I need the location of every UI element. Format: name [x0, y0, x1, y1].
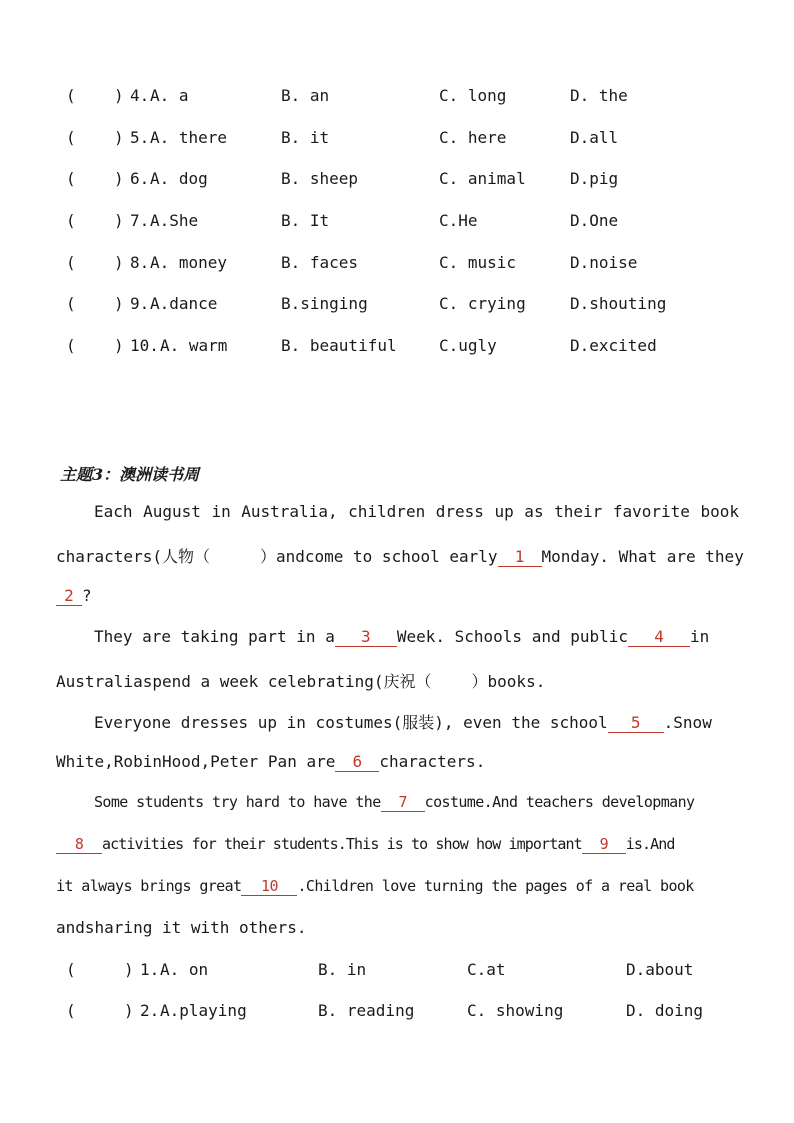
- answer-paren-close: ): [124, 1001, 134, 1020]
- blank-10[interactable]: 10: [241, 877, 297, 896]
- blank-6[interactable]: 6: [335, 752, 379, 772]
- option-d: D.about: [626, 960, 694, 979]
- option-d: D.excited: [570, 336, 657, 355]
- answer-paren-open[interactable]: (: [66, 128, 76, 147]
- answer-paren-close: ): [114, 211, 124, 230]
- option-c: C. here: [439, 128, 507, 147]
- option-a: A.dance: [150, 294, 218, 313]
- option-b: B. sheep: [281, 169, 359, 188]
- passage-line: [94, 627, 739, 647]
- passage-text: costume.And teachers developmany: [424, 793, 695, 811]
- passage-text: They are taking part in a: [94, 627, 335, 646]
- option-c: C.He: [439, 211, 478, 230]
- option-c: C.at: [467, 960, 506, 979]
- passage-text: is.And: [625, 835, 675, 853]
- question-number: 6.: [130, 169, 150, 188]
- answer-paren-open[interactable]: (: [66, 1001, 76, 1020]
- option-d: D.shouting: [570, 294, 667, 313]
- answer-paren-close: ): [114, 253, 124, 272]
- answer-paren-open[interactable]: (: [66, 253, 76, 272]
- answer-paren-close: ): [114, 169, 124, 188]
- option-b: B. It: [281, 211, 330, 230]
- blank-4[interactable]: 4: [628, 627, 690, 647]
- option-a: A. on: [160, 960, 209, 979]
- passage-text: .Snow: [663, 713, 712, 732]
- passage-text: characters(人物（: [56, 547, 210, 566]
- option-b: B. beautiful: [281, 336, 397, 355]
- option-c: C. crying: [439, 294, 526, 313]
- answer-paren-close: ): [114, 294, 124, 313]
- blank-9[interactable]: 9: [582, 835, 626, 854]
- passage-line: [56, 877, 739, 896]
- option-b: B. it: [281, 128, 330, 147]
- option-b: B. reading: [318, 1001, 415, 1020]
- option-c: C. animal: [439, 169, 526, 188]
- answer-paren-close: ): [114, 128, 124, 147]
- option-c: C. long: [439, 86, 507, 105]
- option-d: D.noise: [570, 253, 638, 272]
- passage-line: [56, 835, 739, 854]
- passage-line: [94, 793, 739, 812]
- blank-3[interactable]: 3: [335, 627, 397, 647]
- option-d: D.One: [570, 211, 619, 230]
- option-a: A. there: [150, 128, 228, 147]
- passage-text: in: [690, 627, 710, 646]
- passage-text: .Children love turning the pages of a real book: [297, 877, 694, 895]
- answer-paren-open[interactable]: (: [66, 336, 76, 355]
- option-c: C. music: [439, 253, 517, 272]
- option-a: A. a: [150, 86, 189, 105]
- option-d: D.all: [570, 128, 619, 147]
- answer-paren-close: ): [124, 960, 134, 979]
- option-d: D.pig: [570, 169, 619, 188]
- option-b: B. an: [281, 86, 330, 105]
- question-number: 7.: [130, 211, 150, 230]
- option-b: B. in: [318, 960, 367, 979]
- option-b: B.singing: [281, 294, 368, 313]
- question-number: 5.: [130, 128, 150, 147]
- question-number: 10.: [130, 336, 159, 355]
- passage-line: andsharing it with others.: [56, 918, 307, 937]
- passage-line: [56, 669, 739, 692]
- answer-paren-open[interactable]: (: [66, 294, 76, 313]
- option-a: A. dog: [150, 169, 208, 188]
- passage-text: Australiaspend a week celebrating(庆祝（: [56, 672, 432, 691]
- answer-paren-open[interactable]: (: [66, 960, 76, 979]
- blank-7[interactable]: 7: [381, 793, 425, 812]
- blank-2[interactable]: 2: [56, 586, 82, 606]
- option-b: B. faces: [281, 253, 359, 272]
- option-c: C. showing: [467, 1001, 564, 1020]
- passage-text: ?: [82, 586, 92, 605]
- passage-text: White,RobinHood,Peter Pan are: [56, 752, 336, 771]
- option-a: A.playing: [160, 1001, 247, 1020]
- option-a: A. money: [150, 253, 228, 272]
- passage-line: [56, 586, 739, 606]
- question-number: 8.: [130, 253, 150, 272]
- question-number: 2.: [140, 1001, 160, 1020]
- answer-paren-open[interactable]: (: [66, 211, 76, 230]
- passage-text: characters.: [379, 752, 486, 771]
- passage-text: Everyone dresses up in costumes(服装), even the school: [94, 713, 608, 732]
- passage-text: ）books.: [471, 672, 546, 691]
- question-number: 1.: [140, 960, 160, 979]
- passage-line: [56, 544, 744, 567]
- blank-5[interactable]: 5: [608, 713, 664, 733]
- blank-1[interactable]: 1: [498, 547, 542, 567]
- option-a: A.She: [150, 211, 199, 230]
- passage-text: it always brings great: [56, 877, 242, 895]
- passage-text: Some students try hard to have the: [94, 793, 381, 811]
- answer-paren-close: ): [114, 86, 124, 105]
- passage-line: [94, 710, 739, 733]
- section-title: 主题3：澳洲读书周: [60, 465, 200, 484]
- option-d: D. doing: [626, 1001, 704, 1020]
- passage-text: ）andcome to school early: [259, 547, 498, 566]
- passage-text: activities for their students.This is to show how important: [102, 835, 582, 853]
- option-c: C.ugly: [439, 336, 497, 355]
- passage-line: Each August in Australia, children dress up as their favorite book: [94, 502, 739, 521]
- answer-paren-close: ): [114, 336, 124, 355]
- answer-paren-open[interactable]: (: [66, 169, 76, 188]
- answer-paren-open[interactable]: (: [66, 86, 76, 105]
- question-number: 9.: [130, 294, 150, 313]
- passage-text: Week. Schools and public: [396, 627, 629, 646]
- passage-text: Monday. What are they: [541, 547, 744, 566]
- option-d: D. the: [570, 86, 628, 105]
- question-number: 4.: [130, 86, 150, 105]
- blank-8[interactable]: 8: [56, 835, 102, 854]
- option-a: A. warm: [160, 336, 228, 355]
- passage-line: [56, 752, 739, 772]
